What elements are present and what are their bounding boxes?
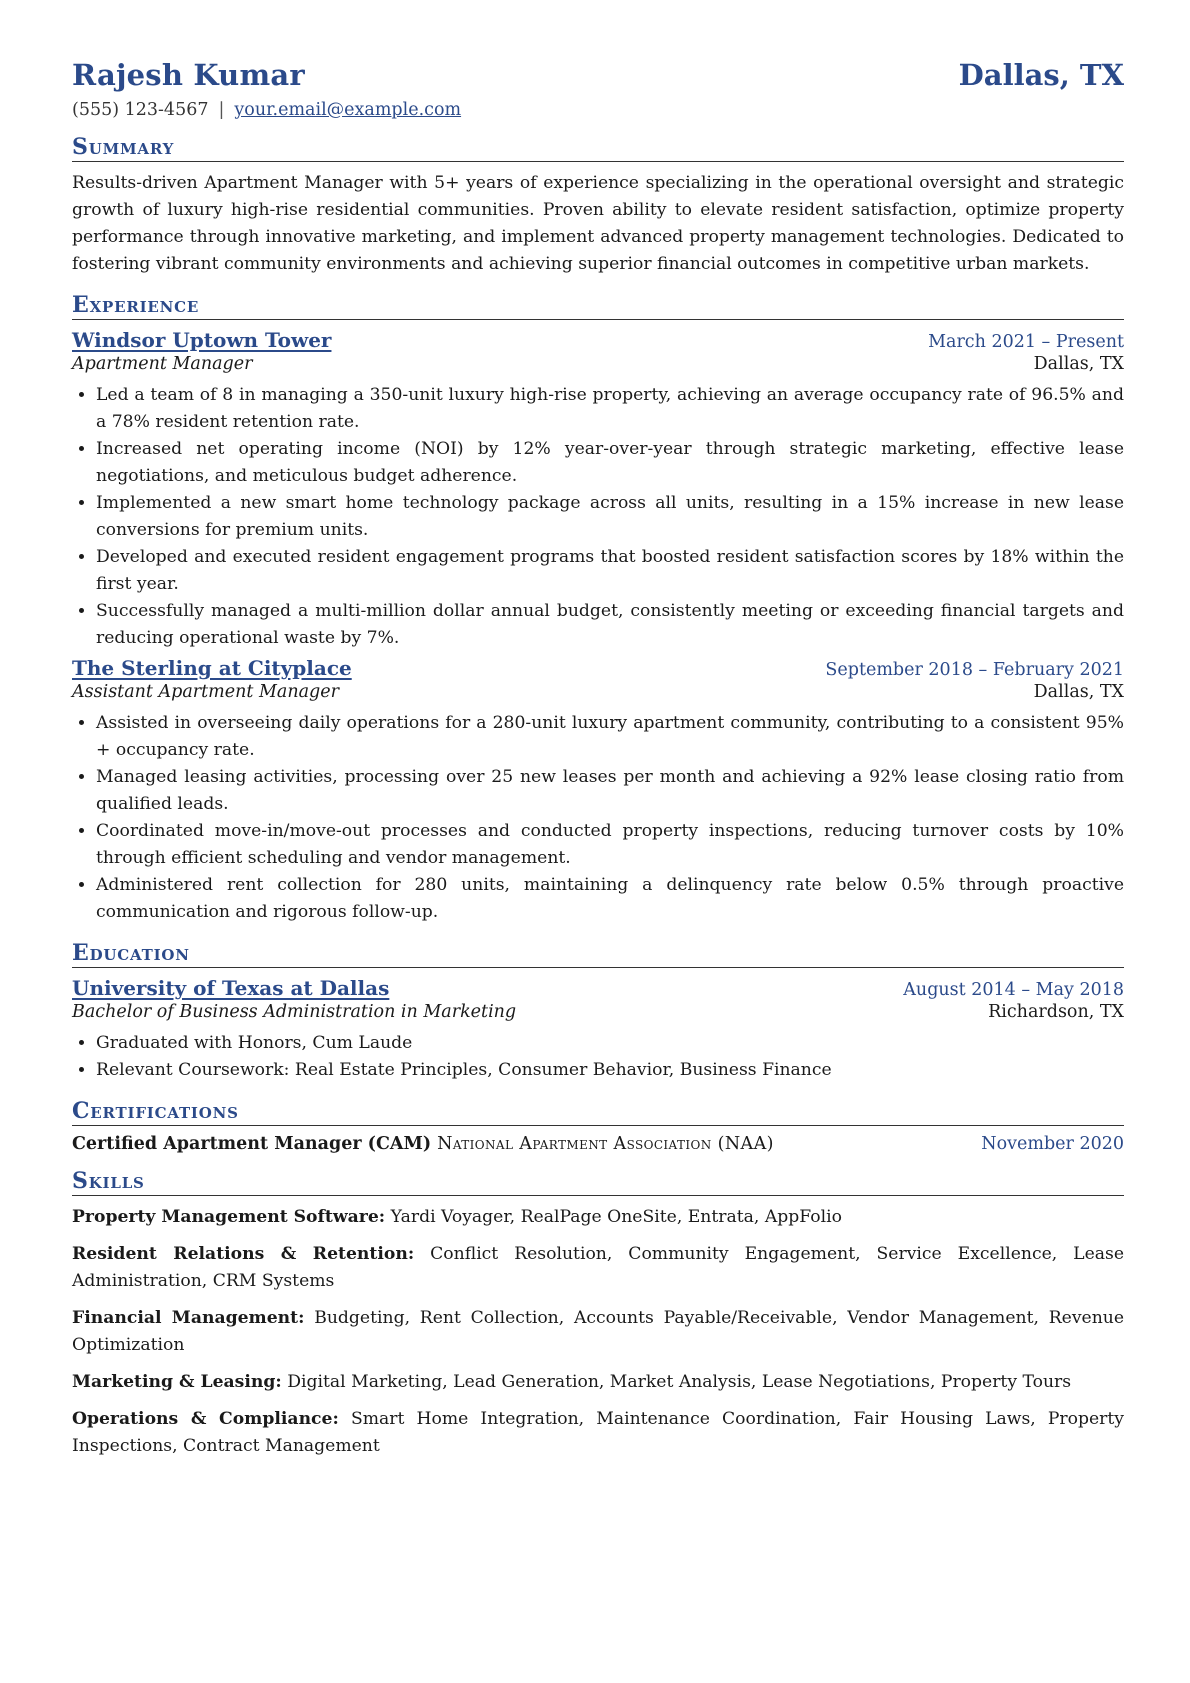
section-title-experience: Experience: [72, 292, 1124, 320]
skill-group: [72, 1305, 1124, 1359]
bullet-item: • Assisted in overseeing daily operations for a 280-unit luxury apartment community, contributing to a consistent 95% + occupancy rate.: [96, 710, 1124, 764]
skill-label: Operations & Compliance:: [72, 1409, 339, 1429]
candidate-name: Rajesh Kumar: [72, 58, 305, 92]
bullet-item: • Graduated with Honors, Cum Laude: [96, 1030, 1124, 1057]
skill-label: Property Management Software:: [72, 1207, 386, 1227]
skill-items: Smart Home Integration, Maintenance Coordination, Fair Housing Laws, Property Inspections, Contract Management: [72, 1409, 1124, 1456]
certifications-section: [72, 1098, 1124, 1154]
section-title-skills: Skills: [72, 1168, 1124, 1196]
skill-group: [72, 1204, 1124, 1231]
certification-name: Certified Apartment Manager (CAM): [72, 1134, 432, 1154]
job-bullets: [72, 710, 1124, 926]
skill-group: [72, 1369, 1124, 1396]
bullet-item: • Managed leasing activities, processing over 25 new leases per month and achieving a 92% lease closing ratio from qualified leads.: [96, 764, 1124, 818]
bullet-item: • Led a team of 8 in managing a 350-unit luxury high-rise property, achieving an average occupancy rate of 96.5% and a 78% resident retention rate.: [96, 382, 1124, 436]
skill-group: [72, 1241, 1124, 1295]
job-organization: Windsor Uptown Tower: [72, 328, 332, 352]
candidate-location: Dallas, TX: [958, 58, 1124, 92]
bullet-item: • Relevant Coursework: Real Estate Principles, Consumer Behavior, Business Finance: [96, 1057, 1124, 1084]
section-title-certifications: Certifications: [72, 1098, 1124, 1126]
job-role: Apartment Manager: [72, 354, 253, 374]
job-entry: [72, 656, 1124, 926]
resume-header: [72, 58, 1124, 92]
bullet-item: • Coordinated move-in/move-out processes and conducted property inspections, reducing turnover costs by 10% through efficient scheduling and vendor management.: [96, 818, 1124, 872]
bullet-item: • Successfully managed a multi-million dollar annual budget, consistently meeting or exceeding financial targets and reducing operational waste by 7%.: [96, 598, 1124, 652]
summary-section: [72, 134, 1124, 278]
degree-name: Bachelor of Business Administration in Marketing: [72, 1002, 517, 1022]
resume-page: [72, 58, 1124, 1470]
skill-label: Resident Relations & Retention:: [72, 1244, 415, 1264]
section-title-summary: Summary: [72, 134, 1124, 162]
education-bullets: [72, 1030, 1124, 1084]
job-dates: March 2021 – Present: [928, 332, 1124, 352]
school-location: Richardson, TX: [988, 1002, 1124, 1022]
job-organization: The Sterling at Cityplace: [72, 656, 352, 680]
skill-items: Conflict Resolution, Community Engagement, Service Excellence, Lease Administration, CRM Systems: [72, 1244, 1125, 1291]
bullet-item: • Developed and executed resident engagement programs that boosted resident satisfaction scores by 18% within the first year.: [96, 544, 1124, 598]
bullet-item: • Implemented a new smart home technology package across all units, resulting in a 15% increase in new lease conversions for premium units.: [96, 490, 1124, 544]
skill-label: Marketing & Leasing:: [72, 1372, 282, 1392]
education-section: [72, 940, 1124, 1084]
phone-number: (555) 123-4567: [72, 100, 209, 120]
experience-section: [72, 292, 1124, 926]
certification-issuer: National Apartment Association (NAA): [437, 1134, 774, 1154]
skill-items: Yardi Voyager, RealPage OneSite, Entrata, AppFolio: [390, 1207, 842, 1227]
skill-items: Digital Marketing, Lead Generation, Market Analysis, Lease Negotiations, Property Tours: [287, 1372, 1072, 1392]
contact-line: [72, 100, 1124, 120]
bullet-item: • Administered rent collection for 280 units, maintaining a delinquency rate below 0.5% through proactive communication and rigorous follow-up.: [96, 872, 1124, 926]
job-location: Dallas, TX: [1033, 682, 1124, 702]
job-entry: [72, 328, 1124, 652]
contact-separator: |: [218, 100, 225, 120]
job-bullets: [72, 382, 1124, 652]
summary-text: Results-driven Apartment Manager with 5+ years of experience specializing in the operational oversight and strategic growth of luxury high-rise residential communities. Proven ability to elevate resident satisfaction, optimize property performance through innovative marketing, and implement advanced property management technologies. Dedicated to fostering vibrant community environments and achieving superior financial outcomes in competitive urban markets.: [72, 173, 1124, 274]
school-name: University of Texas at Dallas: [72, 976, 390, 1000]
education-dates: August 2014 – May 2018: [903, 980, 1124, 1000]
skills-section: [72, 1168, 1124, 1460]
job-dates: September 2018 – February 2021: [825, 660, 1124, 680]
certification-date: November 2020: [981, 1134, 1124, 1154]
job-location: Dallas, TX: [1033, 354, 1124, 374]
skill-label: Financial Management:: [72, 1308, 305, 1328]
skill-group: [72, 1406, 1124, 1460]
email-link[interactable]: your.email@example.com: [234, 100, 462, 120]
section-title-education: Education: [72, 940, 1124, 968]
certification-entry: [72, 1134, 1124, 1154]
job-role: Assistant Apartment Manager: [72, 682, 339, 702]
skill-items: Budgeting, Rent Collection, Accounts Payable/Receivable, Vendor Management, Revenue Optimization: [72, 1308, 1125, 1355]
bullet-item: • Increased net operating income (NOI) by 12% year-over-year through strategic marketing, effective lease negotiations, and meticulous budget adherence.: [96, 436, 1124, 490]
